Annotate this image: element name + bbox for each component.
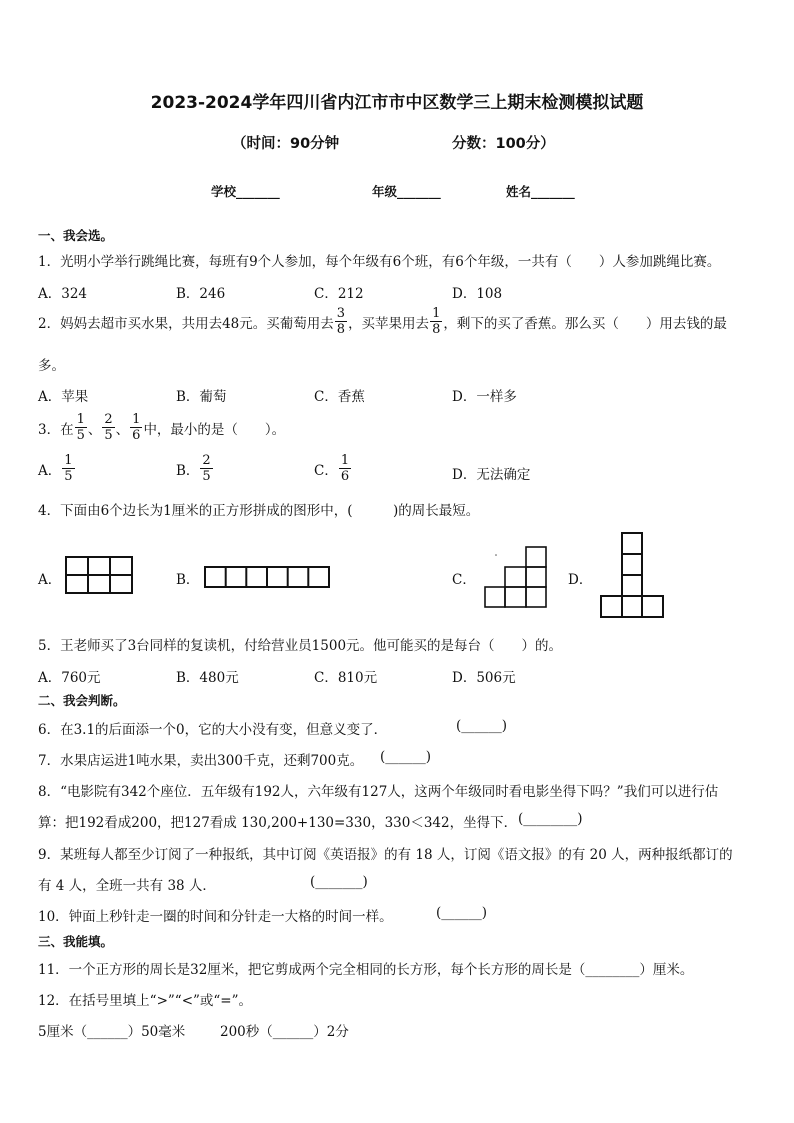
separator: 、 xyxy=(115,421,130,438)
q2-text-c: ，剩下的买了香蕉。那么买（ ）用去钱的最 xyxy=(443,315,727,332)
q2-option-b[interactable]: B．葡萄 xyxy=(176,389,227,405)
question-10: 10．钟面上秒针走一圈的时间和分针走一大格的时间一样。 xyxy=(38,909,393,925)
question-5: 5．王老师买了3台同样的复读机，付给营业员1500元。他可能买的是每台（ ）的。 xyxy=(38,638,563,654)
fraction-3-8: $\frac{3}{8}$ xyxy=(336,306,346,337)
q3-prefix: 3．在 xyxy=(38,421,74,438)
q3-option-b[interactable]: B． $\frac{2}{5}$ xyxy=(176,453,211,484)
q10-answer-blank[interactable]: (______) xyxy=(436,905,488,921)
question-1: 1．光明小学举行跳绳比赛，每班有9个人参加，每个年级有6个班，有6个年级，一共有（ ）人参加跳绳比赛。 xyxy=(38,254,721,270)
q9-answer-blank[interactable]: (_______) xyxy=(310,874,368,890)
q4-option-c[interactable]: C． xyxy=(452,572,476,588)
q2-text-b: ，买苹果用去 xyxy=(348,315,430,332)
question-2-line2: 多。 xyxy=(38,358,65,374)
q7-answer-blank[interactable]: (______) xyxy=(380,749,432,765)
total-score: 分数：100分） xyxy=(452,136,555,152)
fraction-1-6: $\frac{1}{6}$ xyxy=(132,412,141,443)
q2-text-a: 2．妈妈去超市买水果，共用去48元。买葡萄用去 xyxy=(38,315,334,332)
figure-b-row-1x6 xyxy=(204,566,330,588)
grade-field[interactable]: 年级_______ xyxy=(372,184,441,199)
q2-option-d[interactable]: D．一样多 xyxy=(452,389,517,405)
q4-option-b[interactable]: B． xyxy=(176,572,200,588)
section-1-title: 一、我会选。 xyxy=(38,228,114,243)
q3-suffix: 中，最小的是（ ）。 xyxy=(143,421,286,438)
question-4: 4．下面由6个边长为1厘米的正方形拼成的图形中，( )的周长最短。 xyxy=(38,503,480,519)
figure-a-grid-2x3 xyxy=(65,556,133,594)
question-3 xyxy=(38,412,285,443)
separator: 、 xyxy=(87,421,102,438)
q12-item-2[interactable]: 200秒（______）2分 xyxy=(220,1024,349,1040)
fraction-2-5: $\frac{2}{5}$ xyxy=(104,412,113,443)
question-12: 12．在括号里填上“>”“<”或“=”。 xyxy=(38,993,253,1009)
q3-option-a[interactable]: A． $\frac{1}{5}$ xyxy=(38,453,73,484)
question-8-line2: 算：把192看成200，把127看成 130,200+130=330，330＜342，坐得下． xyxy=(38,815,518,831)
q2-option-c[interactable]: C．香蕉 xyxy=(314,389,365,405)
time-limit: （时间：90分钟 xyxy=(232,136,340,152)
question-2 xyxy=(38,306,727,337)
q12-item-1[interactable]: 5厘米（______）50毫米 xyxy=(38,1024,186,1040)
page-title: 2023-2024学年四川省内江市市中区数学三上期末检测模拟试题 xyxy=(150,93,644,113)
name-field[interactable]: 姓名_______ xyxy=(506,184,575,199)
question-9-line1: 9．某班每人都至少订阅了一种报纸，其中订阅《英语报》的有 18 人，订阅《语文报》的有 20 人，两种报纸都订的 xyxy=(38,847,733,863)
q6-answer-blank[interactable]: (______) xyxy=(456,718,508,734)
q5-option-a[interactable]: A．760元 xyxy=(38,670,101,686)
fraction-1-5: $\frac{1}{5}$ xyxy=(76,412,85,443)
q5-option-b[interactable]: B．480元 xyxy=(176,670,239,686)
q4-option-a[interactable]: A． xyxy=(38,572,62,588)
q1-option-c[interactable]: C．212 xyxy=(314,286,364,302)
q2-option-a[interactable]: A．苹果 xyxy=(38,389,89,405)
question-8-line1: 8．“电影院有342个座位．五年级有192人，六年级有127人，这两个年级同时看电影坐得下吗？”我们可以进行估 xyxy=(38,784,719,800)
question-7: 7．水果店运进1吨水果，卖出300千克，还剩700克。 xyxy=(38,753,364,769)
question-9-line2: 有 4 人，全班一共有 38 人． xyxy=(38,878,216,894)
q5-option-c[interactable]: C．810元 xyxy=(314,670,378,686)
q5-option-d[interactable]: D．506元 xyxy=(452,670,516,686)
fraction-1-8: $\frac{1}{8}$ xyxy=(432,306,441,337)
q8-answer-blank[interactable]: (________) xyxy=(518,811,583,827)
school-field[interactable]: 学校_______ xyxy=(211,184,280,199)
q3-option-d[interactable]: D．无法确定 xyxy=(452,467,531,483)
figure-c-staircase xyxy=(484,546,548,608)
q3-option-c[interactable]: C． $\frac{1}{6}$ xyxy=(314,453,350,484)
question-6: 6．在3.1的后面添一个0，它的大小没有变，但意义变了． xyxy=(38,722,388,738)
q1-option-b[interactable]: B．246 xyxy=(176,286,226,302)
q1-option-d[interactable]: D．108 xyxy=(452,286,503,302)
q1-option-a[interactable]: A．324 xyxy=(38,286,88,302)
figure-d-t-shape xyxy=(600,532,664,618)
section-2-title: 二、我会判断。 xyxy=(38,693,126,708)
question-11: 11．一个正方形的周长是32厘米，把它剪成两个完全相同的长方形，每个长方形的周长是（________）厘米。 xyxy=(38,962,694,978)
q4-option-d[interactable]: D． xyxy=(568,572,593,588)
section-3-title: 三、我能填。 xyxy=(38,934,114,949)
